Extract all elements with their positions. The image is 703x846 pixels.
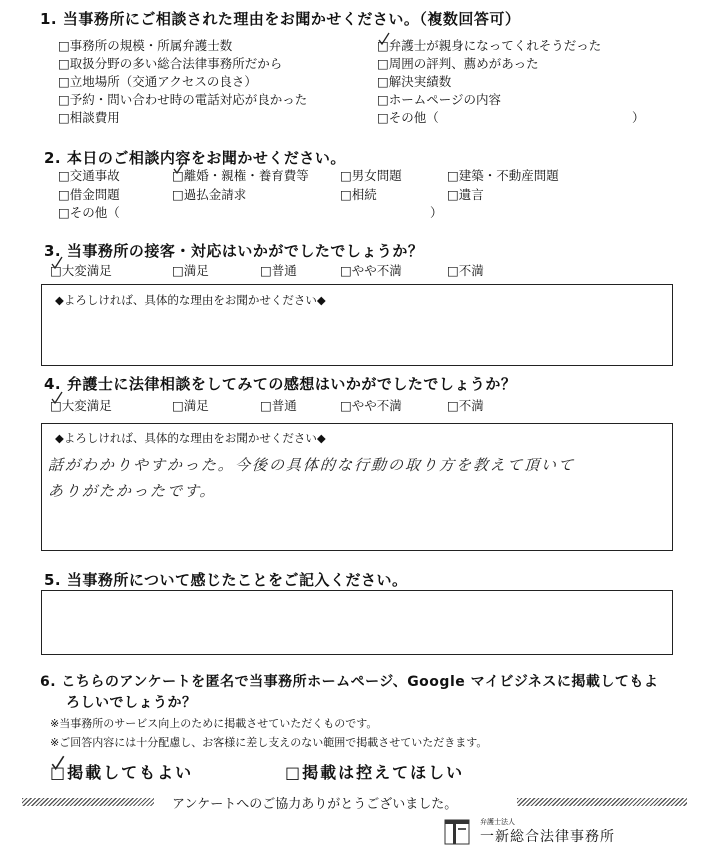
firm-name: 一新総合法律事務所 [480, 829, 615, 845]
q3-option-dissatisfied[interactable]: □不満 [447, 263, 484, 278]
q6-title-line2: ろしいでしょうか？ [66, 695, 197, 711]
q4-option-neutral[interactable]: □普通 [260, 398, 297, 413]
q1-option-kind-lawyer[interactable]: □弁護士が親身になってくれそうだった [377, 38, 602, 53]
q5-title: 5. 当事務所について感じたことをご記入ください。 [44, 571, 408, 589]
q1-other-close-paren: ） [632, 110, 645, 125]
footer-right-hatch [517, 798, 687, 806]
q6-title-line1: 6. こちらのアンケートを匿名で当事務所ホームページ、Google マイビジネスに掲載してもよ [40, 674, 659, 690]
q2-option-relationship[interactable]: □男女問題 [340, 168, 402, 183]
q1-option-other[interactable]: □その他（ [377, 110, 439, 125]
q2-option-inheritance[interactable]: □相続 [340, 187, 377, 202]
q3-option-satisfied[interactable]: □満足 [172, 263, 209, 278]
q2-option-overpayment[interactable]: □過払金請求 [172, 187, 247, 202]
q1-option-scale[interactable]: □事務所の規模・所属弁護士数 [58, 38, 233, 53]
q6-note2: ※ご回答内容には十分配慮し、お客様に差し支えのない範囲で掲載させていただきます。 [50, 736, 488, 749]
q4-reason-prompt: ◆よろしければ、具体的な理由をお聞かせください◆ [55, 431, 326, 445]
firm-logo-icon [444, 818, 472, 846]
q4-option-slightly-dissatisfied[interactable]: □やや不満 [340, 398, 402, 413]
q6-option-publish-decline[interactable]: □掲載は控えてほしい [285, 763, 465, 782]
q6-option-publish-ok[interactable]: □掲載してもよい [50, 763, 194, 782]
q1-option-fields[interactable]: □取扱分野の多い総合法律事務所だから [58, 56, 283, 71]
q2-option-will[interactable]: □遺言 [447, 187, 484, 202]
q1-option-reputation[interactable]: □周囲の評判、薦めがあった [377, 56, 539, 71]
q2-option-traffic[interactable]: □交通事故 [58, 168, 120, 183]
q4-handwritten-answer-line1: 話がわかりやすかった。今後の具体的な行動の取り方を教えて頂いて [47, 456, 576, 474]
q4-handwritten-answer-line2: ありがたかったです。 [47, 482, 218, 500]
q1-title: 1. 当事務所にご相談された理由をお聞かせください。（複数回答可） [40, 10, 521, 28]
q3-option-slightly-dissatisfied[interactable]: □やや不満 [340, 263, 402, 278]
q4-option-very-satisfied[interactable]: □大変満足 [50, 398, 112, 413]
q3-title: 3. 当事務所の接客・対応はいかがでしたでしょうか？ [44, 242, 424, 260]
q2-option-divorce[interactable]: □離婚・親権・養育費等 [172, 168, 309, 183]
q3-option-neutral[interactable]: □普通 [260, 263, 297, 278]
q1-option-phone[interactable]: □予約・問い合わせ時の電話対応が良かった [58, 92, 308, 107]
footer-left-hatch [22, 798, 154, 806]
firm-type: 弁護士法人 [480, 818, 515, 826]
q2-other-close-paren: ） [430, 205, 443, 220]
q2-option-debt[interactable]: □借金問題 [58, 187, 120, 202]
q6-note1: ※当事務所のサービス向上のために掲載させていただくものです。 [50, 717, 378, 730]
q4-option-dissatisfied[interactable]: □不満 [447, 398, 484, 413]
q1-option-fee[interactable]: □相談費用 [58, 110, 120, 125]
q2-option-other[interactable]: □その他（ [58, 205, 120, 220]
q1-option-homepage[interactable]: □ホームページの内容 [377, 92, 502, 107]
q1-option-results[interactable]: □解決実績数 [377, 74, 452, 89]
q3-option-very-satisfied[interactable]: □大変満足 [50, 263, 112, 278]
footer-thanks: アンケートへのご協力ありがとうございました。 [172, 797, 458, 812]
q2-option-real-estate[interactable]: □建築・不動産問題 [447, 168, 559, 183]
q1-option-location[interactable]: □立地場所（交通アクセスの良さ） [58, 74, 257, 89]
q5-comment-textbox[interactable] [41, 590, 673, 655]
q2-title: 2. 本日のご相談内容をお聞かせください。 [44, 149, 346, 167]
q3-reason-prompt: ◆よろしければ、具体的な理由をお聞かせください◆ [55, 293, 326, 307]
q4-option-satisfied[interactable]: □満足 [172, 398, 209, 413]
q4-title: 4. 弁護士に法律相談をしてみての感想はいかがでしたでしょうか？ [44, 375, 517, 393]
